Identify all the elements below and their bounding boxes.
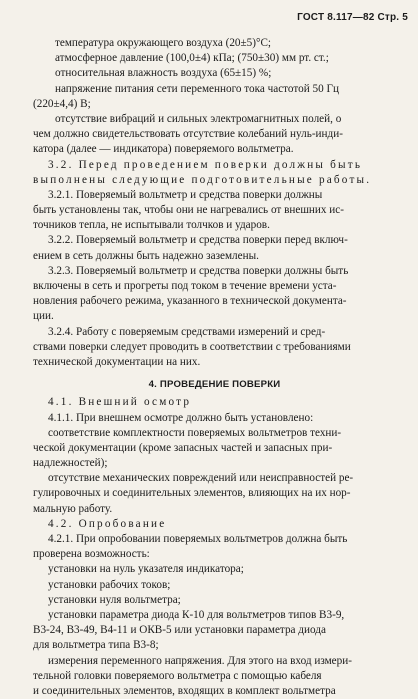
text-line: тельной головки поверяемого вольтметра с помощью кабеля [33, 669, 322, 682]
text-line: чем должно свидетельствовать отсутствие колебаний нуль-инди- [33, 128, 343, 141]
text-line: 4.1.1. При внешнем осмотре должно быть установлено: [48, 411, 314, 424]
text-line: ствами поверки следует проводить в соответствии с требованиями [33, 340, 351, 353]
text-line: проверена возможность: [33, 548, 150, 561]
text-line: отсутствие вибраций и сильных электромагнитных полей, о [55, 112, 342, 125]
text-line: 3.2.3. Поверяемый вольтметр и средства поверки должны быть [48, 264, 349, 277]
page-header: ГОСТ 8.117—82 Стр. 5 [297, 12, 408, 23]
text-line: установки нуля вольтметра; [48, 593, 181, 606]
text-line: атмосферное давление (100,0±4) кПа; (750±30) мм рт. ст.; [55, 52, 329, 65]
text-line: отсутствие механических повреждений или неисправностей ре- [48, 472, 354, 485]
text-line: относительная влажность воздуха (65±15) %; [55, 67, 272, 80]
text-line: установки параметра диода К-10 для вольтметров типов В3-9, [48, 608, 345, 621]
text-line: 4.2.1. При опробовании поверяемых вольтметров должна быть [48, 533, 348, 545]
text-line: гулировочных и соединительных элементов, влияющих на их нор- [33, 487, 351, 500]
text-line: новления рабочего режима, указанного в технической документа- [33, 295, 347, 308]
text-line: надлежностей); [33, 457, 108, 470]
text-line: быть установлены так, чтобы они не нагревались от внешних ис- [33, 204, 344, 217]
text-line: ческой документации (кроме запасных частей и запасных при- [33, 441, 333, 454]
text-line: и соединительных элементов, входящих в комплект вольтметра [33, 684, 336, 697]
text-line: 3.2.1. Поверяемый вольтметр и средства поверки должны [48, 188, 323, 201]
text-line: точников тепла, не испытывали толчков и ударов. [33, 219, 270, 232]
text-line: 3.2.4. Работу с поверяемым средствами измерений и сред- [48, 325, 326, 338]
text-line: установки на нуль указателя индикатора; [48, 563, 244, 576]
text-line: (220±4,4) В; [33, 97, 91, 110]
text-line: напряжение питания сети переменного тока частотой 50 Гц [55, 82, 339, 95]
text-line: мальную работу. [33, 502, 113, 515]
text-line: 4.1. Внешний осмотр [48, 396, 192, 409]
text-line: катора (далее — индикатора) поверяемого вольтметра. [33, 143, 294, 156]
text-line: В3-24, В3-49, В4-11 и ОКВ-5 или установки параметра диода [33, 624, 326, 637]
text-line: температура окружающего воздуха (20±5)°С; [55, 37, 272, 49]
text-line: ции. [33, 310, 54, 323]
text-line: включены в сеть и прогреты под током в течение времени уста- [33, 280, 337, 292]
text-line: для вольтметра типа В3-8; [33, 639, 159, 652]
text-line: выполнены следующие подготовительные работы. [33, 173, 372, 186]
text-line: ением в сеть должны быть надежно заземлены. [33, 249, 259, 262]
text-line: соответствие комплектности поверяемых вольтметров техни- [48, 426, 342, 439]
document-body [33, 36, 396, 699]
text-line: 3.2. Перед проведением поверки должны быть [48, 158, 363, 171]
section-heading: 4. ПРОВЕДЕНИЕ ПОВЕРКИ [148, 379, 281, 391]
text-line: установки рабочих токов; [48, 578, 171, 591]
text-line: 4.2. Опробование [48, 517, 167, 530]
text-line: технической документации на них. [33, 355, 201, 368]
text-line: измерения переменного напряжения. Для этого на вход измери- [48, 654, 352, 667]
text-line: 3.2.2. Поверяемый вольтметр и средства поверки перед включ- [48, 234, 348, 247]
